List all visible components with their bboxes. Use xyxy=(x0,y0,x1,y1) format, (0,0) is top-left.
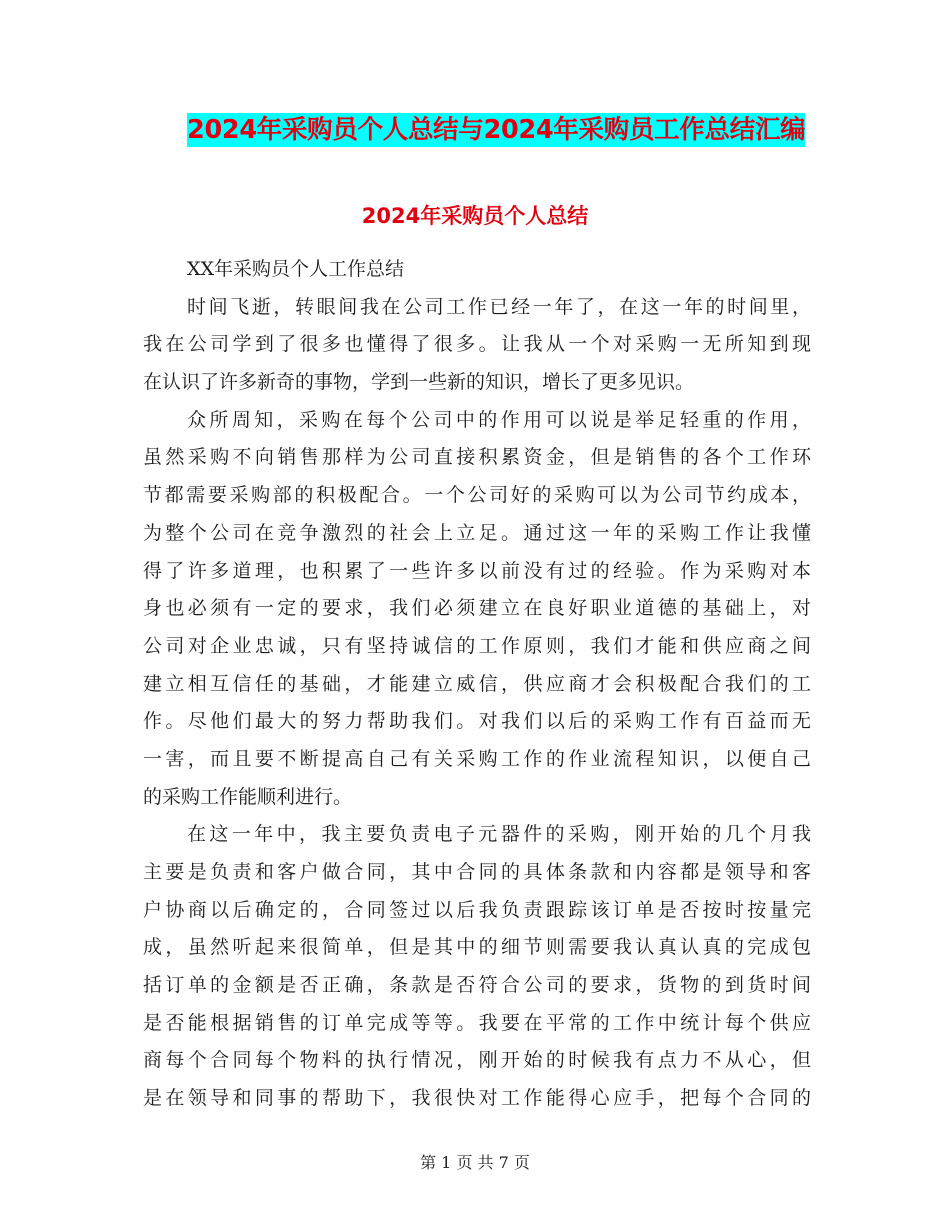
document-body xyxy=(143,251,811,1118)
body-heading-line: XX年采购员个人工作总结 xyxy=(187,258,405,280)
body-text-line: 的采购工作能顺利进行。 xyxy=(143,785,353,808)
body-text-line: 为整个公司在竞争激烈的社会上立足。通过这一年的采购工作让我懂 xyxy=(143,521,811,544)
page-footer: 第 1 页 共 7 页 xyxy=(420,1153,530,1172)
body-text-line: 建立相互信任的基础，才能建立威信，供应商才会积极配合我们的工 xyxy=(143,672,811,695)
body-text-line: 成，虽然听起来很简单，但是其中的细节则需要我认真认真的完成包 xyxy=(143,936,811,959)
document-title: 2024年采购员个人总结与2024年采购员工作总结汇编 xyxy=(187,115,806,145)
body-text-line: 作。尽他们最大的努力帮助我们。对我们以后的采购工作有百益而无 xyxy=(143,710,811,733)
body-text-line: 一害，而且要不断提高自己有关采购工作的作业流程知识，以便自己 xyxy=(143,747,811,770)
body-text-line: 众所周知，采购在每个公司中的作用可以说是举足轻重的作用， xyxy=(187,408,811,431)
body-text-line: 我在公司学到了很多也懂得了很多。让我从一个对采购一无所知到现 xyxy=(143,333,811,356)
body-text-line: 商每个合同每个物料的执行情况，刚开始的时候我有点力不从心，但 xyxy=(143,1049,811,1072)
body-text-line: 括订单的金额是否正确，条款是否符合公司的要求，货物的到货时间 xyxy=(143,974,811,997)
body-text-line: 得了许多道理，也积累了一些许多以前没有过的经验。作为采购对本 xyxy=(143,559,811,582)
body-text-line: 公司对企业忠诚，只有坚持诚信的工作原则，我们才能和供应商之间 xyxy=(143,634,811,657)
body-text-line: 在认识了许多新奇的事物，学到一些新的知识，增长了更多见识。 xyxy=(143,371,695,394)
body-text-line: 身也必须有一定的要求，我们必须建立在良好职业道德的基础上，对 xyxy=(143,597,811,620)
body-text-line: 节都需要采购部的积极配合。一个公司好的采购可以为公司节约成本， xyxy=(143,484,811,507)
body-text-line: 是否能根据销售的订单完成等等。我要在平常的工作中统计每个供应 xyxy=(143,1011,811,1034)
body-text-line: 虽然采购不向销售那样为公司直接积累资金，但是销售的各个工作环 xyxy=(143,446,811,469)
body-text-line: 时间飞逝，转眼间我在公司工作已经一年了，在这一年的时间里， xyxy=(187,295,811,318)
body-text-line: 户协商以后确定的，合同签过以后我负责跟踪该订单是否按时按量完 xyxy=(143,898,811,921)
body-text-line: 是在领导和同事的帮助下，我很快对工作能得心应手，把每个合同的 xyxy=(143,1087,811,1110)
body-text-line: 主要是负责和客户做合同，其中合同的具体条款和内容都是领导和客 xyxy=(143,861,811,883)
section-title: 2024年采购员个人总结 xyxy=(361,204,589,228)
body-text-line: 在这一年中，我主要负责电子元器件的采购，刚开始的几个月我 xyxy=(187,823,811,846)
